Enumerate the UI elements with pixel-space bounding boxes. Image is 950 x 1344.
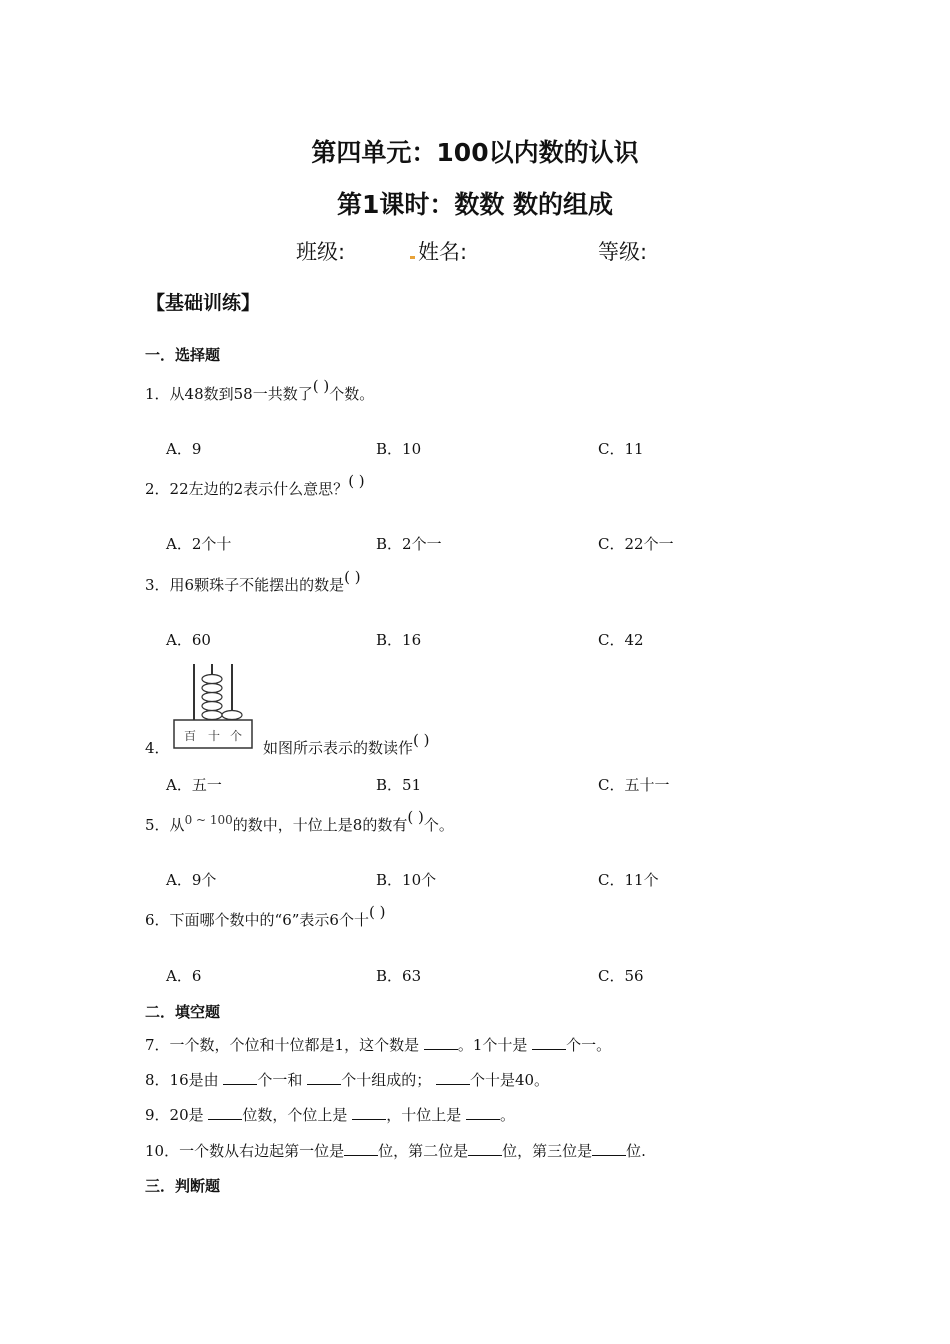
answer-paren: ( )	[312, 377, 330, 395]
option-2c[interactable]: C．22个一	[598, 535, 674, 553]
option-6a[interactable]: A．6	[166, 967, 202, 985]
answer-paren: ( )	[413, 731, 430, 749]
question-4: 如图所示表示的数读作( )	[263, 731, 430, 757]
option-1b[interactable]: B．10	[376, 440, 422, 458]
fill-blank[interactable]	[424, 1035, 458, 1050]
question-9: 9．20是 位数，个位上是 ，十位上是 。	[145, 1106, 515, 1124]
option-6c[interactable]: C．56	[598, 967, 644, 985]
name-label: 姓名:	[418, 240, 468, 264]
name-field	[410, 236, 467, 266]
part1-heading: 一．选择题	[145, 346, 221, 364]
option-4c[interactable]: C．五十一	[598, 776, 670, 794]
question-7: 7．一个数，个位和十位都是1，这个数是 。1个十是 个一。	[145, 1036, 612, 1054]
fill-blank[interactable]	[344, 1141, 378, 1156]
option-3c[interactable]: C．42	[598, 631, 644, 649]
abacus-bead	[202, 684, 222, 693]
option-5b[interactable]: B．10个	[376, 871, 437, 889]
question-10: 10．一个数从右边起第一位是 位，第二位是 位，第三位是 位.	[145, 1142, 646, 1160]
page-title: 第四单元：100以内数的认识	[311, 138, 639, 167]
abacus-bead	[202, 693, 222, 702]
abacus-bead	[202, 711, 222, 720]
abacus-label-ones: 个	[229, 729, 243, 743]
option-4a[interactable]: A．五一	[166, 776, 222, 794]
question-4-number: 4．	[145, 739, 170, 757]
grade-label: 等级:	[598, 240, 648, 264]
option-2b[interactable]: B．2个一	[376, 535, 442, 553]
question-2: 2．22左边的2表示什么意思？( )	[145, 472, 365, 498]
fill-blank[interactable]	[307, 1070, 341, 1085]
option-3b[interactable]: B．16	[376, 631, 422, 649]
abacus-tens-beads	[202, 675, 222, 720]
option-5a[interactable]: A．9个	[166, 871, 217, 889]
fill-blank[interactable]	[208, 1105, 242, 1120]
abacus-figure	[170, 660, 260, 752]
range-label: 0 ~ 100	[184, 813, 233, 827]
abacus-ones-beads	[222, 711, 242, 720]
option-5c[interactable]: C．11个	[598, 871, 659, 889]
option-6b[interactable]: B．63	[376, 967, 422, 985]
abacus-bead	[202, 675, 222, 684]
answer-paren: ( )	[348, 472, 365, 490]
question-1: 1．从48数到58一共数了( )个数。	[145, 377, 375, 403]
option-1a[interactable]: A．9	[166, 440, 202, 458]
abacus-bead	[222, 711, 242, 720]
fill-blank[interactable]	[466, 1105, 500, 1120]
question-8: 8．16是由 个一和 个十组成的； 个十是40。	[145, 1071, 550, 1089]
fill-blank[interactable]	[468, 1141, 502, 1156]
part2-heading: 二．填空题	[145, 1003, 221, 1021]
answer-paren: ( )	[407, 808, 424, 826]
fill-blank[interactable]	[532, 1035, 566, 1050]
part3-heading: 三．判断题	[145, 1177, 221, 1195]
fill-blank[interactable]	[436, 1070, 470, 1085]
cursor-mark	[410, 256, 415, 259]
answer-paren: ( )	[368, 903, 386, 921]
section-basic-training: 【基础训练】	[146, 292, 261, 314]
question-3: 3．用6颗珠子不能摆出的数是( )	[145, 568, 361, 594]
abacus-bead	[202, 702, 222, 711]
option-4b[interactable]: B．51	[376, 776, 422, 794]
class-label: 班级:	[296, 240, 346, 264]
question-6: 6．下面哪个数中的“6”表示6个十( )	[145, 903, 386, 929]
page-subtitle: 第1课时：数数 数的组成	[336, 190, 614, 219]
fill-blank[interactable]	[352, 1105, 386, 1120]
abacus-label-hundreds: 百	[183, 729, 197, 743]
abacus-label-tens: 十	[207, 729, 221, 743]
option-3a[interactable]: A．60	[166, 631, 211, 649]
fill-blank[interactable]	[592, 1141, 626, 1156]
answer-paren: ( )	[344, 568, 361, 586]
question-5: 5．从$^{0 \sim 100}$的数中，十位上是8的数有( )个。	[145, 808, 454, 834]
option-1c[interactable]: C．11	[598, 440, 644, 458]
option-2a[interactable]: A．2个十	[166, 535, 232, 553]
fill-blank[interactable]	[223, 1070, 257, 1085]
